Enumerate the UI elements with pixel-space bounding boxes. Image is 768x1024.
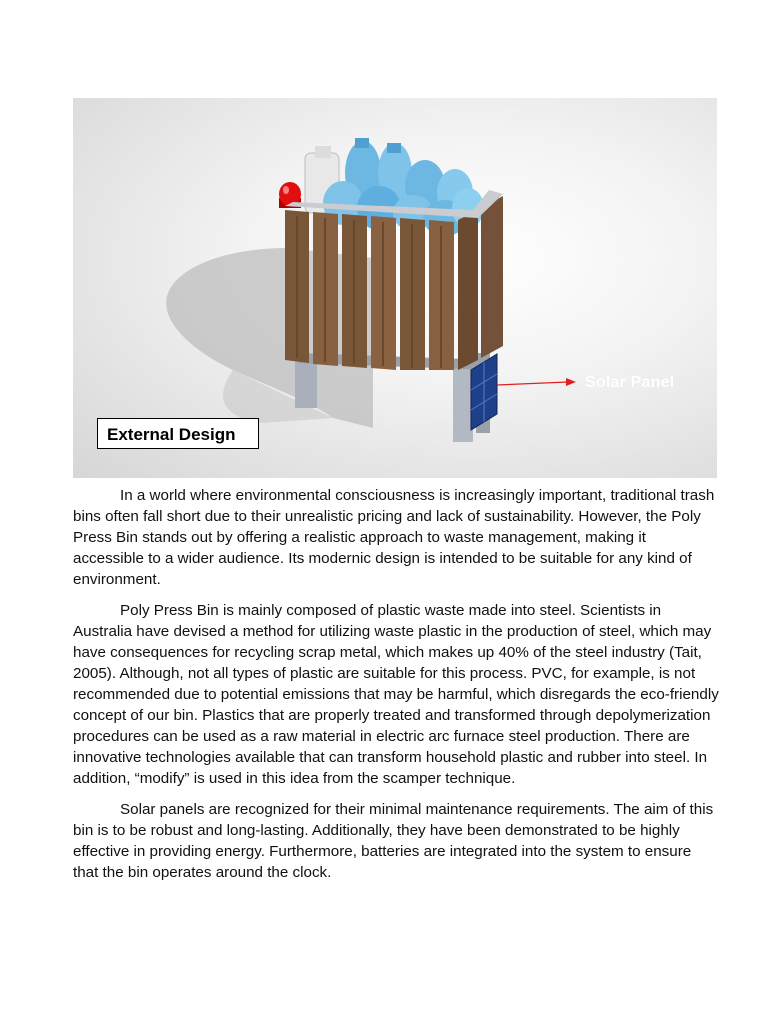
solar-panel-label: Solar Panel (585, 374, 675, 391)
paragraph-2: Poly Press Bin is mainly composed of plastic waste made into steel. Scientists in Australia have devised a method for utilizing waste plastic in the production of steel, which may have consequences for recycling scrap metal, which makes up 40% of the steel industry (Tait, 2005). Although, not all types of plastic are suitable for this process. PVC, for example, is not recommended due to potential emissions that may be harmful, which disregards the eco-friendly concept of our bin. Plastics that are properly treated and transformed through depolymerization procedures can be used as a raw material in electric arc furnace steel production. There are innovative technologies available that can transform household plastic and rubber into steel. In addition, “modify” is used in this idea from the scamper technique. (73, 602, 719, 787)
paragraph-1: In a world where environmental consciousness is increasingly important, traditional trash bins often fall short due to their unrealistic pricing and lack of sustainability. However, the Poly Press Bin stands out by offering a realistic approach to waste management, making it accessible to a wider audience. Its modernic design is intended to be suitable for any kind of environment. (73, 487, 715, 588)
arrow-icon (497, 378, 576, 386)
figure-caption: External Design (97, 418, 259, 449)
paragraph-3: Solar panels are recognized for their minimal maintenance requirements. The aim of this bin is to be robust and long-lasting. Additionally, they have been demonstrated to be highly effective in providing energy. Furthermore, batteries are integrated into the system to ensure that the bin operates around the clock. (73, 801, 714, 881)
external-design-figure (73, 98, 717, 478)
body-text (73, 485, 719, 893)
